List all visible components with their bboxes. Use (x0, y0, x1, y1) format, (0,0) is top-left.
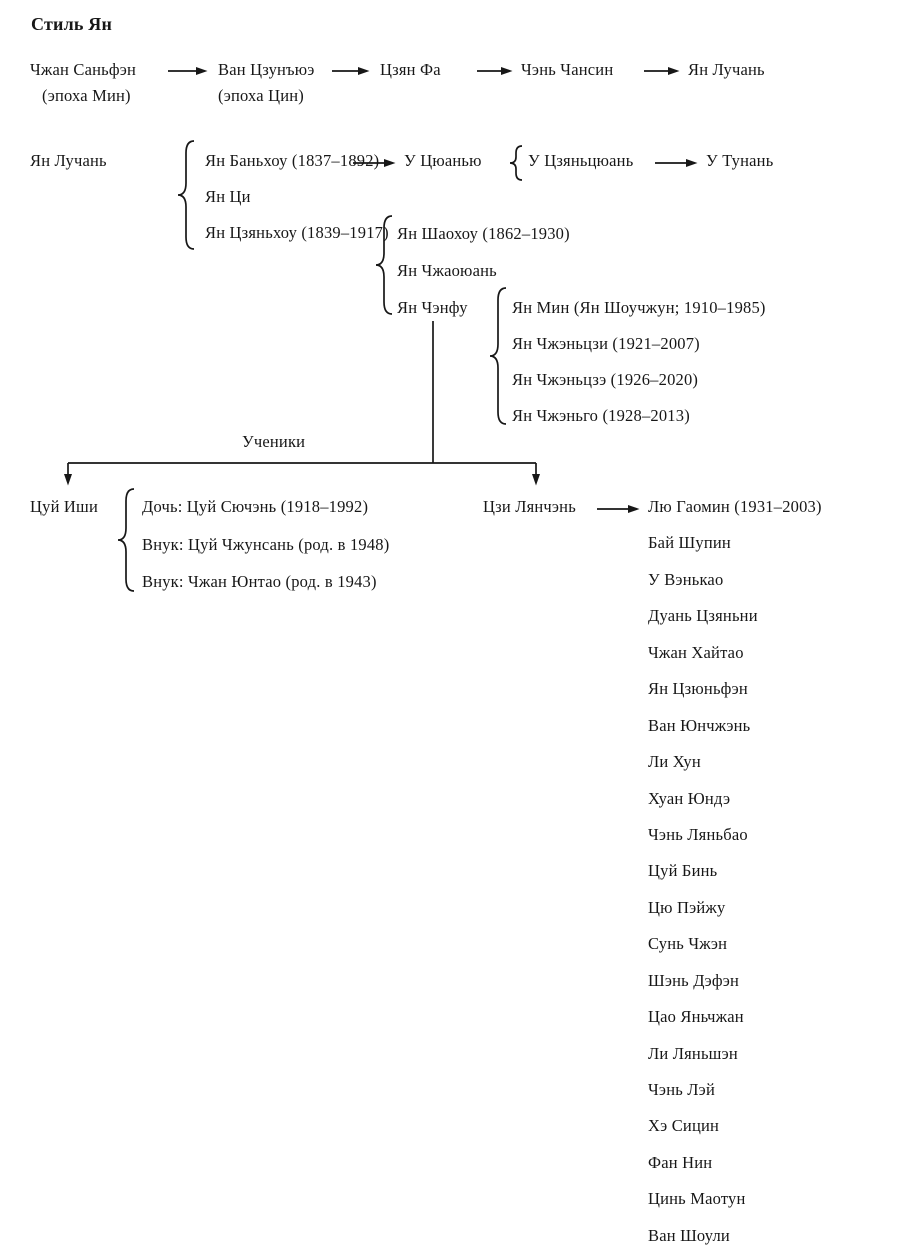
node-huang-yongde: Хуан Юндэ (648, 788, 731, 808)
node-chen-lei: Чэнь Лэй (648, 1080, 715, 1099)
node-wang-yongzhen: Ван Юнчжэнь (648, 715, 751, 735)
node-fan-nin: Фан Нин (648, 1152, 713, 1172)
node-yang-luchan-head: Ян Лучань (30, 151, 107, 170)
node-wu-quanyou: У Цюанью (404, 151, 482, 170)
node-zhang-yuntao: Внук: Чжан Юнтао (род. в 1943) (142, 572, 377, 591)
brace-icon (178, 141, 194, 249)
node-liu-gaomin: Лю Гаомин (1931–2003) (648, 497, 822, 516)
node-chen-changxing: Чэнь Чансин (521, 60, 614, 79)
node-yang-jianhou: Ян Цзяньхоу (1839–1917) (205, 223, 389, 242)
node-duan-jianni: Дуань Цзяньни (648, 606, 758, 626)
node-yang-luchan-chain: Ян Лучань (688, 60, 765, 79)
node-cui-bin: Цуй Бинь (648, 861, 718, 881)
node-yang-zhenze: Ян Чжэньцзэ (1926–2020) (512, 370, 699, 389)
node-wang-zongyue: Ван Цзунъюэ (218, 60, 315, 79)
node-ji-lianchen-head: Цзи Лянчэнь (483, 497, 576, 516)
node-he-siqin: Хэ Сицин (648, 1116, 720, 1136)
node-yang-min: Ян Мин (Ян Шоучжун; 1910–1985) (512, 298, 766, 317)
node-chen-lianbao: Чэнь Ляньбао (648, 824, 748, 844)
node-cui-yishi-head: Цуй Иши (30, 497, 98, 516)
node-wu-wenkao: У Вэнькао (648, 569, 724, 589)
ji-lianchen-students (648, 497, 822, 1252)
brace-icon (510, 146, 522, 180)
node-zhang-sanfeng: Чжан Саньфэн (30, 60, 137, 79)
cui-yishi-children (142, 497, 389, 610)
era-qing-label: (эпоха Цин) (218, 86, 304, 105)
node-wang-shouli: Ван Шоули (648, 1225, 730, 1245)
node-yang-zhenguo: Ян Чжэньго (1928–2013) (512, 406, 690, 425)
node-cui-xiuchen: Дочь: Цуй Сючэнь (1918–1992) (142, 497, 369, 516)
node-wu-tunan: У Тунань (706, 151, 774, 170)
node-qiu-peiru: Цю Пэйжу (648, 897, 726, 917)
node-li-lianshen: Ли Ляньшэн (648, 1043, 738, 1063)
node-yang-junfen: Ян Цзюньфэн (648, 679, 748, 699)
node-sun-zhen: Сунь Чжэн (648, 934, 728, 954)
node-wu-jianquan: У Цзяньцюань (528, 151, 634, 170)
node-cui-zhongsan: Внук: Цуй Чжунсань (род. в 1948) (142, 534, 390, 554)
node-yang-banhou: Ян Баньхоу (1837–1892) (205, 151, 380, 170)
students-label: Ученики (242, 432, 306, 451)
node-yang-zhaoyuan: Ян Чжаоюань (397, 261, 497, 280)
node-cao-yanzhan: Цао Яньчжан (648, 1007, 744, 1027)
node-bai-shupin: Бай Шупин (648, 533, 731, 553)
yang-chengfu-children (512, 298, 766, 442)
era-ming-label: (эпоха Мин) (42, 86, 131, 105)
node-jiang-fa: Цзян Фа (380, 60, 441, 79)
node-qin-maotun: Цинь Маотун (648, 1189, 746, 1209)
node-yang-zhenji: Ян Чжэньцзи (1921–2007) (512, 334, 700, 353)
node-li-hong: Ли Хун (648, 752, 701, 772)
node-zhang-haitao: Чжан Хайтао (648, 642, 744, 662)
brace-icon (118, 489, 134, 591)
node-yang-shaohou: Ян Шаохоу (1862–1930) (397, 224, 570, 243)
node-shen-defen: Шэнь Дэфэн (648, 970, 740, 990)
yang-luchan-children (205, 151, 389, 259)
node-yang-chengfu: Ян Чэнфу (397, 298, 468, 317)
page-title: Стиль Ян (31, 14, 113, 34)
node-yang-qi: Ян Ци (205, 187, 251, 206)
